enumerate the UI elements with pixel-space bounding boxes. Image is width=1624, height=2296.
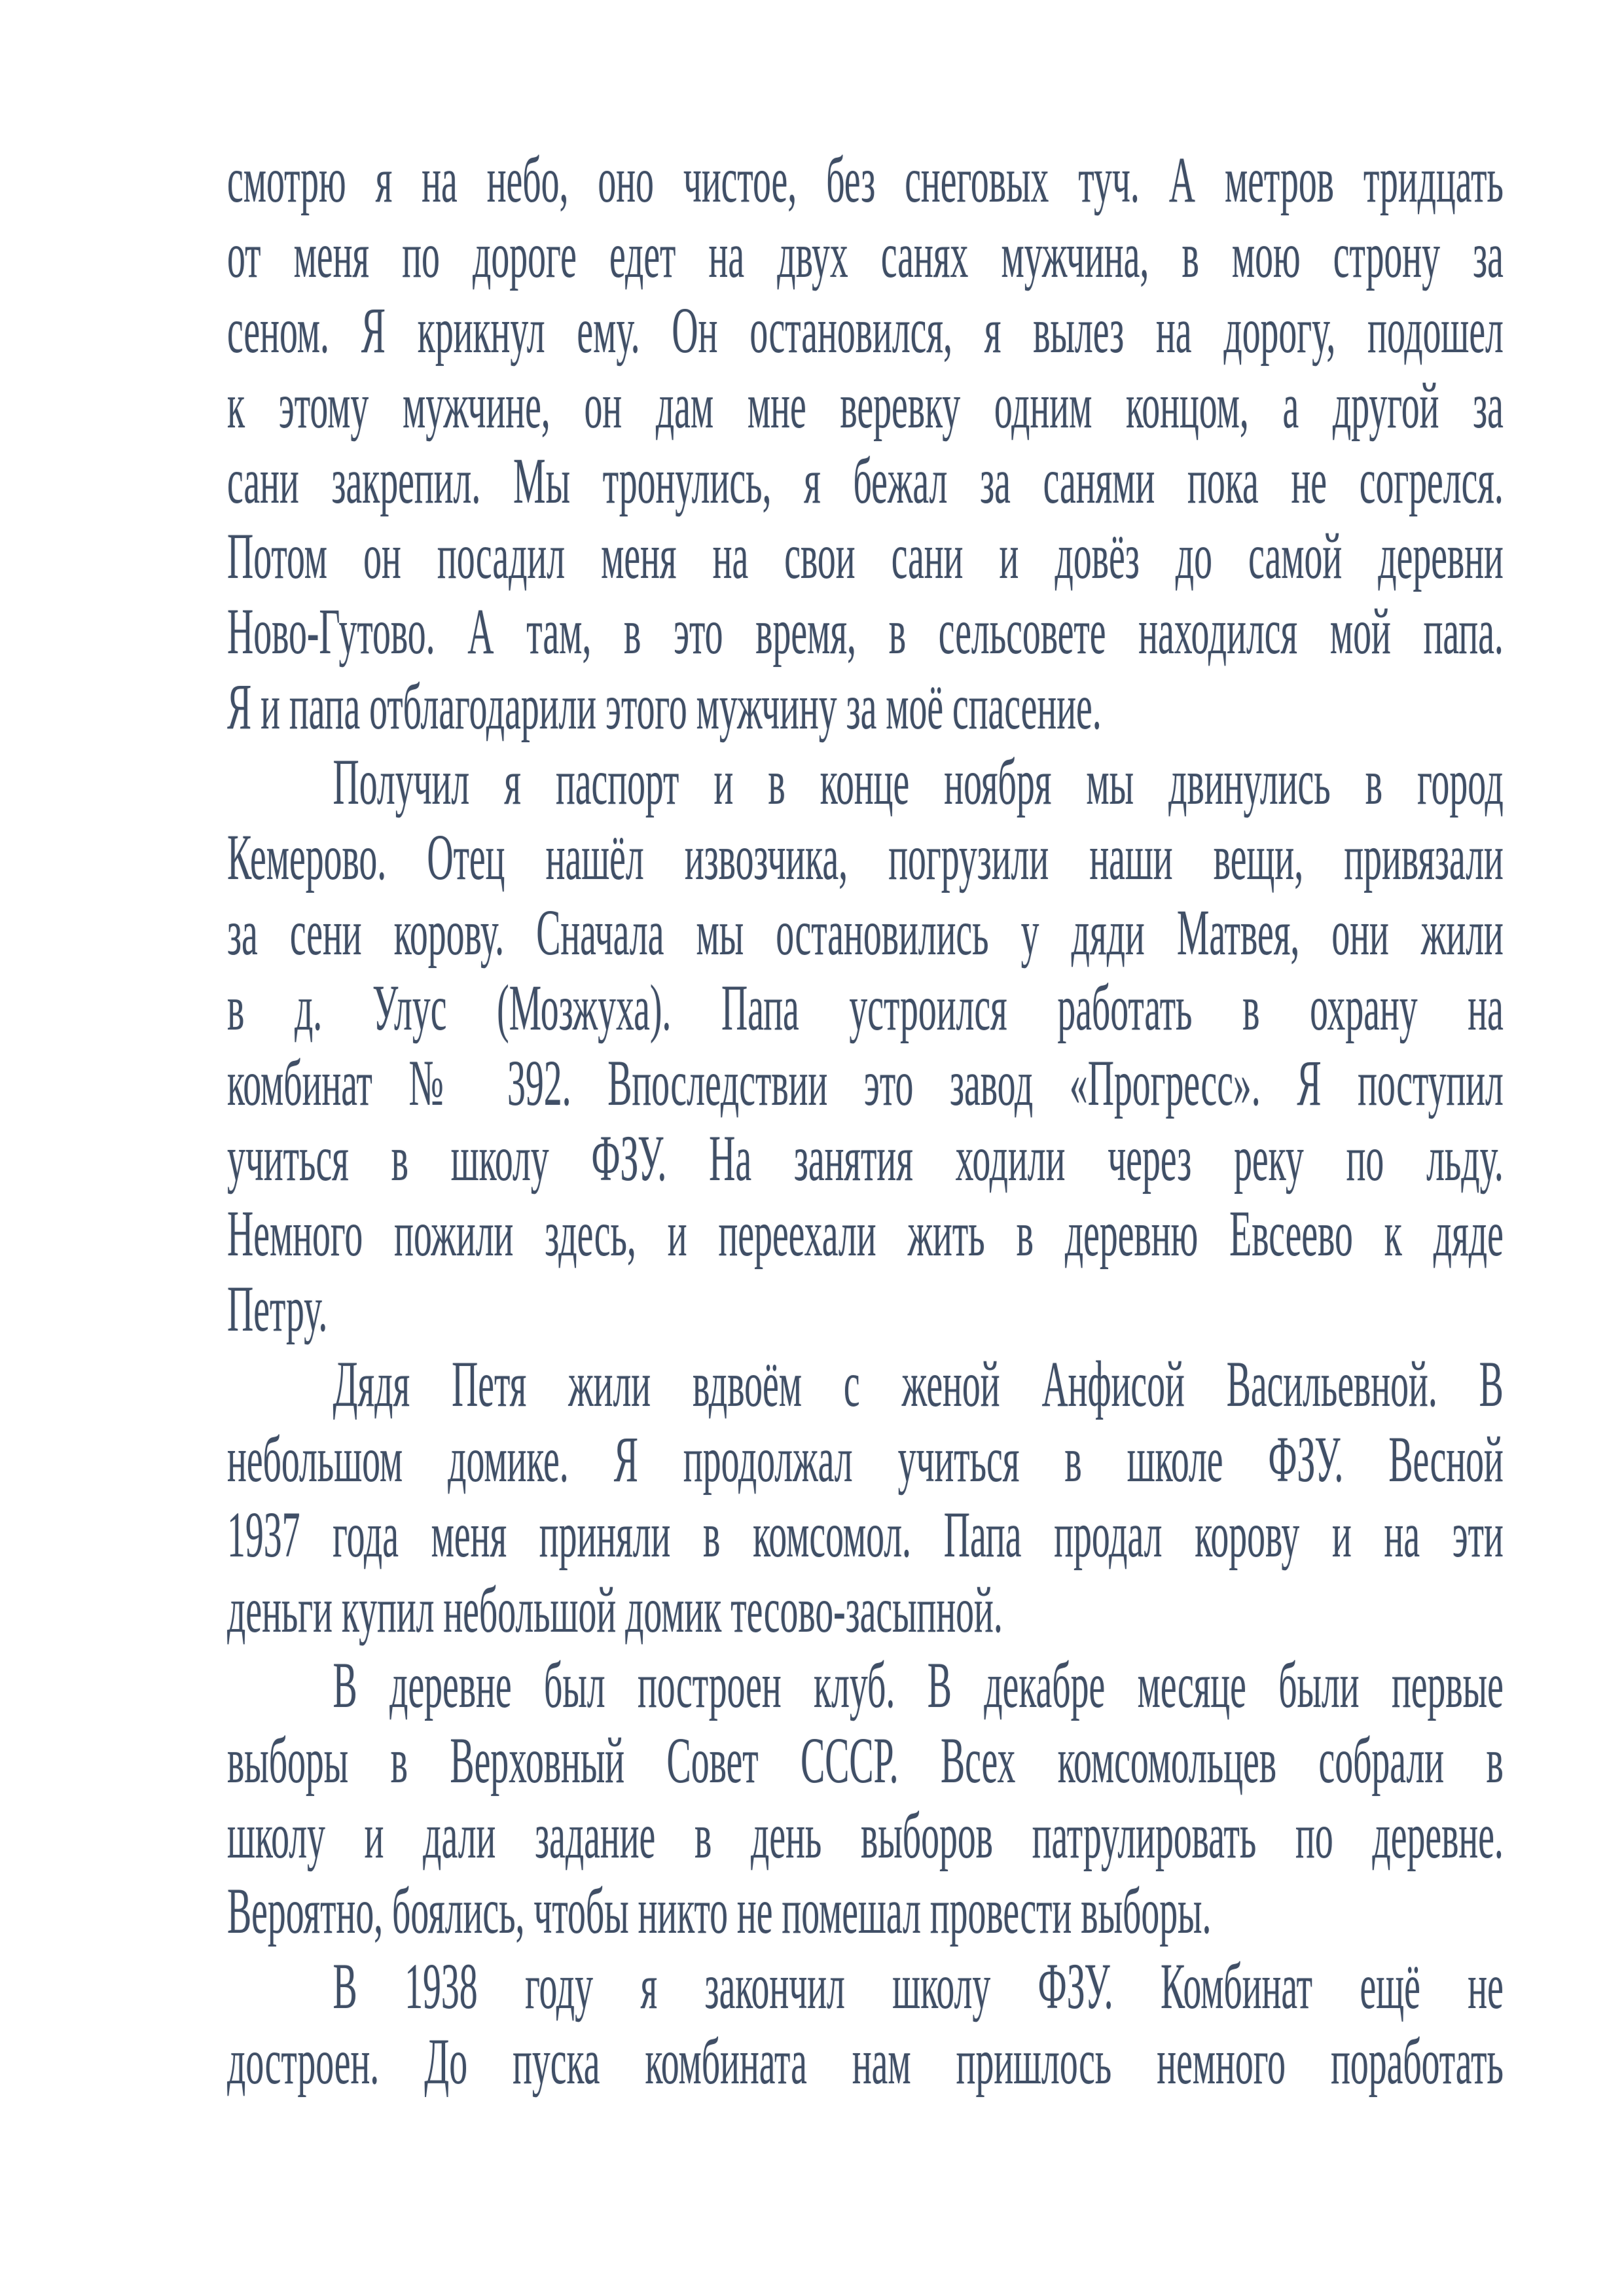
text-line: 1937 года меня приняли в комсомол. Папа продал корову и на эти: [227, 1498, 1504, 1571]
text-line: Дядя Петя жили вдвоём с женой Анфисой Васильевной. В: [333, 1348, 1504, 1420]
text-line: Кемерово. Отец нашёл извозчика, погрузили наши вещи, привязали: [227, 821, 1504, 893]
text-block: [227, 142, 1504, 2099]
text-line: учиться в школу ФЗУ. На занятия ходили через реку по льду.: [227, 1122, 1504, 1194]
text-line: смотрю я на небо, оно чистое, без снеговых туч. А метров тридцать: [227, 143, 1504, 216]
paragraph: [227, 1647, 1504, 1948]
text-line: Вероятно, боялись, чтобы никто не помешал провести выборы.: [227, 1874, 1212, 1947]
text-line: сани закрепил. Мы тронулись, я бежал за санями пока не согрелся.: [227, 444, 1504, 517]
text-line: достроен. До пуска комбината нам пришлось немного поработать: [227, 2025, 1504, 2098]
text-line: Получил я паспорт и в конце ноября мы двинулись в город: [333, 745, 1504, 818]
text-line: школу и дали задание в день выборов патрулировать по деревне.: [227, 1799, 1504, 1872]
text-line: Петру.: [227, 1272, 328, 1345]
text-line: Я и папа отблагодарили этого мужчину за моё спасение.: [227, 670, 1102, 743]
paragraph: [227, 744, 1504, 1346]
text-line: Немного пожили здесь, и переехали жить в деревню Евсеево к дяде: [227, 1197, 1504, 1270]
text-line: Потом он посадил меня на свои сани и довёз до самой деревни: [227, 520, 1504, 592]
text-line: небольшом домике. Я продолжал учиться в школе ФЗУ. Весной: [227, 1423, 1504, 1496]
text-line: в д. Улус (Мозжуха). Папа устроился работать в охрану на: [227, 971, 1504, 1044]
text-line: от меня по дороге едет на двух санях мужчина, в мою строну за: [227, 219, 1504, 291]
paragraph: [227, 142, 1504, 744]
text-line: сеном. Я крикнул ему. Он остановился, я вылез на дорогу, подошел: [227, 294, 1504, 367]
paragraph: [227, 1346, 1504, 1647]
text-line: к этому мужчине, он дам мне веревку одним концом, а другой за: [227, 369, 1504, 442]
text-line: деньги купил небольшой домик тесово-засыпной.: [227, 1573, 1003, 1646]
paragraph: [227, 1948, 1504, 2099]
text-line: В 1938 году я закончил школу ФЗУ. Комбинат ещё не: [333, 1950, 1504, 2022]
text-line: за сени корову. Сначала мы остановились у дяди Матвея, они жили: [227, 896, 1504, 969]
text-line: Ново-Гутово. А там, в это время, в сельсовете находился мой папа.: [227, 595, 1504, 668]
text-line: выборы в Верховный Совет СССР. Всех комсомольцев собрали в: [227, 1724, 1504, 1797]
text-line: комбинат № 392. Впоследствии это завод «Прогресс». Я поступил: [227, 1047, 1504, 1119]
text-line: В деревне был построен клуб. В декабре месяце были первые: [333, 1649, 1504, 1721]
